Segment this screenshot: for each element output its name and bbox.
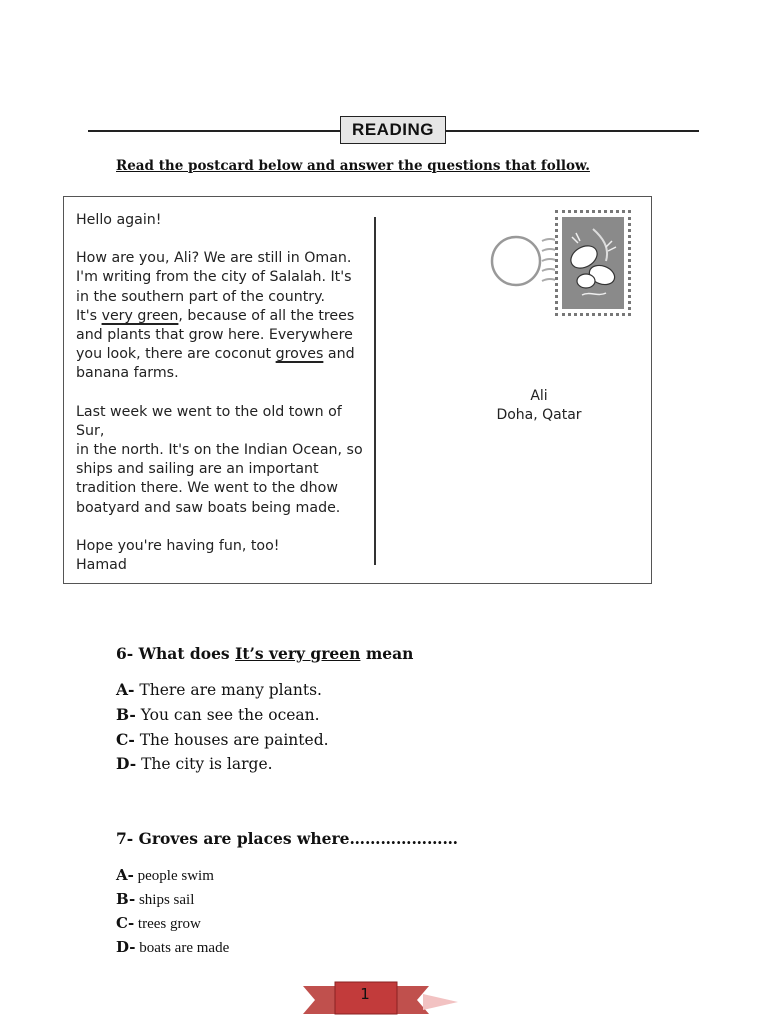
question-text: mean — [360, 644, 414, 663]
highlight-very-green: very green — [101, 307, 179, 324]
answer-option-c[interactable] — [116, 730, 329, 749]
option-letter: D- — [116, 938, 136, 956]
option-text: boats are made — [135, 940, 230, 956]
option-text: trees grow — [134, 916, 201, 932]
heading-rule-left — [88, 130, 340, 132]
question-text: 6- What does — [116, 644, 236, 663]
question-7-title: 7- Groves are places where………………… — [116, 829, 459, 848]
message-line: banana farms. — [76, 365, 179, 382]
text-fragment: you look, there are coconut — [76, 346, 276, 363]
message-line: in the southern part of the country. — [76, 288, 325, 305]
option-text: people swim — [133, 868, 214, 884]
option-text: ships sail — [135, 892, 195, 908]
question-highlight: It’s very green — [235, 644, 361, 663]
postcard-divider — [374, 217, 376, 565]
answer-option-d[interactable] — [116, 938, 229, 957]
option-letter: C- — [116, 730, 135, 749]
message-line: in the north. It's on the Indian Ocean, so — [76, 442, 363, 459]
page-number: 1 — [360, 985, 370, 1003]
message-line: Last week we went to the old town of Sur, — [76, 403, 342, 439]
butterfly-icon — [562, 217, 624, 309]
message-line: ships and sailing are an important — [76, 461, 319, 478]
message-line — [76, 345, 368, 364]
message-line: boatyard and saw boats being made. — [76, 499, 341, 516]
instruction-text: Read the postcard below and answer the questions that follow. — [116, 158, 590, 174]
greeting: Hello again! — [76, 212, 162, 228]
stamp-icon — [555, 210, 631, 316]
option-letter: B- — [116, 705, 136, 724]
answer-option-c[interactable] — [116, 914, 201, 933]
recipient-address — [459, 387, 619, 425]
text-fragment: , because of all the trees — [178, 307, 355, 324]
answer-option-b[interactable] — [116, 705, 320, 724]
answer-option-a[interactable] — [116, 866, 214, 885]
recipient-place: Doha, Qatar — [496, 407, 582, 423]
option-letter: A- — [116, 680, 135, 699]
message-line: How are you, Ali? We are still in Oman. — [76, 250, 352, 267]
option-letter: D- — [116, 754, 137, 773]
signature: Hamad — [76, 557, 127, 574]
message-line: and plants that grow here. Everywhere — [76, 327, 353, 344]
option-text: The houses are painted. — [134, 731, 329, 749]
message-line: I'm writing from the city of Salalah. It's — [76, 269, 352, 286]
question-6-title — [116, 644, 413, 663]
answer-option-b[interactable] — [116, 890, 194, 909]
answer-option-a[interactable] — [116, 680, 322, 699]
section-heading: READING — [340, 116, 446, 144]
recipient-name: Ali — [530, 388, 548, 404]
message-line — [76, 307, 368, 326]
option-letter: B- — [116, 890, 136, 908]
closing-line: Hope you're having fun, too! — [76, 537, 280, 554]
answer-option-d[interactable] — [116, 754, 273, 773]
stamp-image — [562, 217, 624, 309]
text-fragment: and — [323, 346, 355, 363]
option-letter: A- — [116, 866, 134, 884]
option-text: The city is large. — [136, 755, 273, 773]
option-text: There are many plants. — [134, 681, 322, 699]
message-line: tradition there. We went to the dhow — [76, 480, 338, 497]
text-fragment: It's — [76, 307, 102, 324]
highlight-groves: groves — [275, 346, 324, 363]
postcard-message — [76, 211, 368, 575]
option-text: You can see the ocean. — [135, 706, 320, 724]
heading-rule-right — [446, 130, 699, 132]
postcard — [63, 196, 652, 584]
option-letter: C- — [116, 914, 135, 932]
